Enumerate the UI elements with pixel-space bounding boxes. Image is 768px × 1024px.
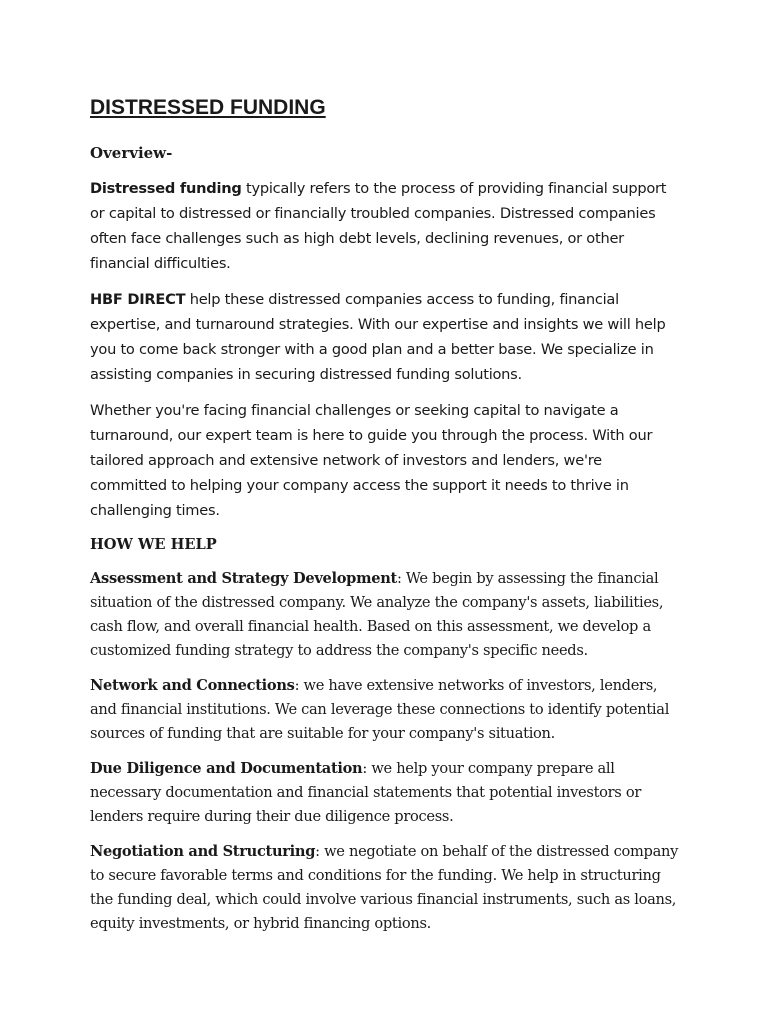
intro-lead: Distressed funding — [90, 180, 242, 197]
hbf-text: help these distressed companies access to funding, financial expertise, and turnaround strategies. With our expertise and insights we will help you to come back stronger with a good plan and a better base. We specialize in assisting companies in securing distressed funding solutions. — [90, 291, 666, 383]
how-we-help-heading: HOW WE HELP — [90, 536, 217, 553]
overview-heading: Overview- — [90, 144, 173, 162]
intro-paragraph — [90, 176, 682, 276]
help-item-heading: Assessment and Strategy Development — [90, 570, 397, 587]
help-item-network — [90, 674, 682, 746]
hbf-paragraph — [90, 287, 682, 387]
help-item-due-diligence — [90, 757, 682, 829]
document-title: DISTRESSED FUNDING — [90, 96, 326, 119]
document-content — [90, 94, 682, 947]
help-item-heading: Network and Connections — [90, 677, 295, 694]
whether-paragraph: Whether you're facing financial challenges or seeking capital to navigate a turnaround, our expert team is here to guide you through the process. With our tailored approach and extensive network of investors and lenders, we're committed to helping your company access the support it needs to thrive in challenging times. — [90, 402, 653, 519]
help-item-heading: Due Diligence and Documentation — [90, 760, 363, 777]
help-item-text: : we have extensive networks of investors, lenders, and financial institutions. We can leverage these connections to identify potential sources of funding that are suitable for your company's situation. — [90, 677, 670, 742]
help-item-text: : we help your company prepare all necessary documentation and financial statements that potential investors or lenders require during their due diligence process. — [90, 760, 641, 825]
intro-text: typically refers to the process of providing financial support or capital to distressed or financially troubled companies. Distressed companies often face challenges such as high debt levels, declining revenues, or other financial difficulties. — [90, 180, 667, 272]
help-item-text: : we negotiate on behalf of the distressed company to secure favorable terms and conditions for the funding. We help in structuring the funding deal, which could involve various financial instruments, such as loans, equity investments, or hybrid financing options. — [90, 843, 679, 932]
help-item-heading: Negotiation and Structuring — [90, 843, 316, 860]
help-item-negotiation — [90, 840, 682, 936]
help-item-text: : We begin by assessing the financial situation of the distressed company. We analyze the company's assets, liabilities, cash flow, and overall financial health. Based on this assessment, we develop a customized funding strategy to address the company's specific needs. — [90, 570, 664, 659]
help-item-assessment — [90, 567, 682, 663]
hbf-lead: HBF DIRECT — [90, 291, 186, 308]
